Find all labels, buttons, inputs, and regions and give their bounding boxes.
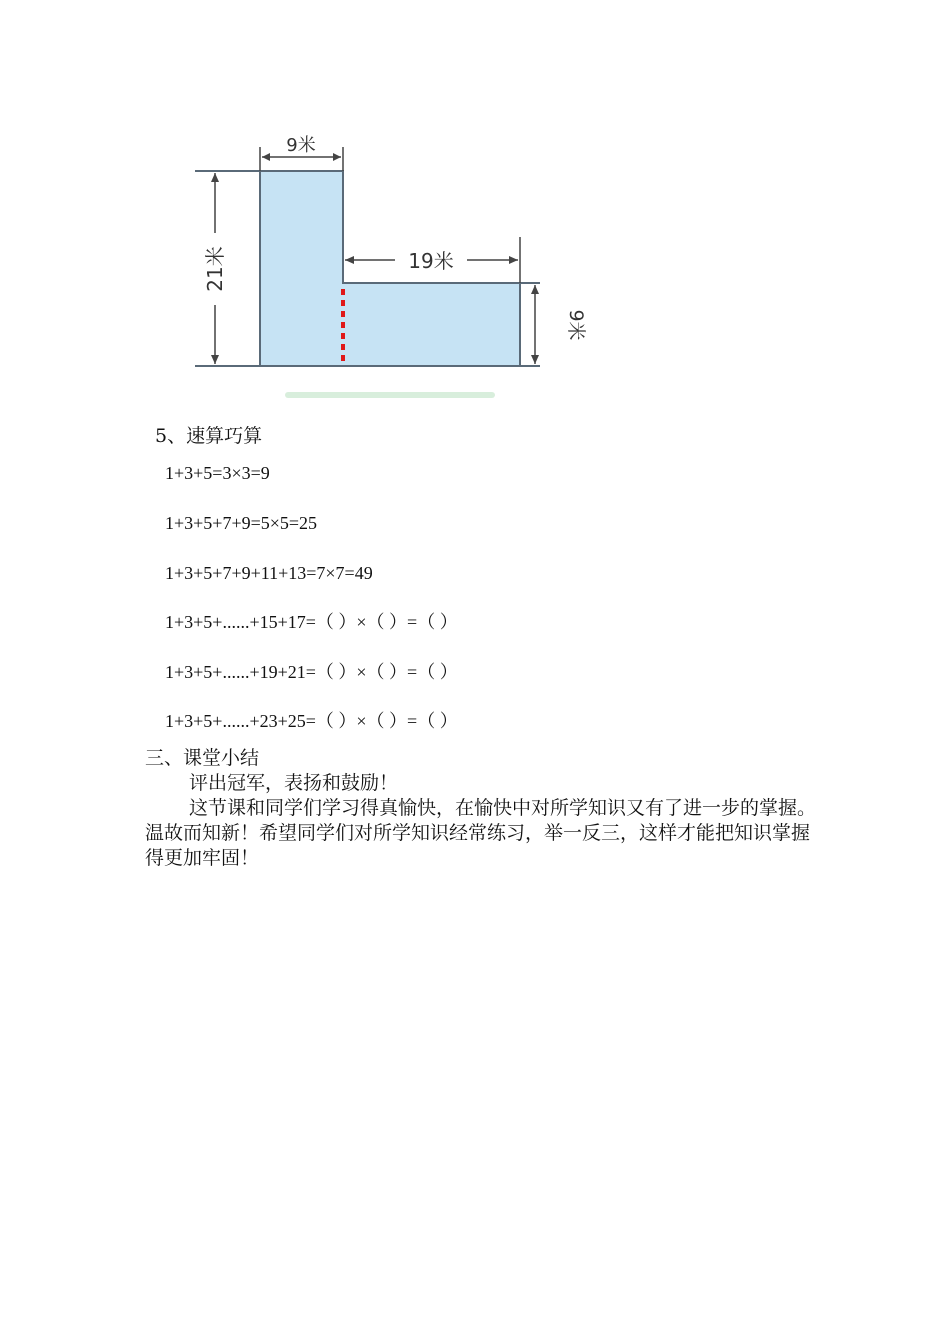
equation-2: 1+3+5+7+9=5×5=25 [165, 513, 318, 533]
left-height-label: 21米 [203, 246, 227, 292]
summary-paragraph: 这节课和同学们学习得真愉快，在愉快中对所学知识又有了进一步的掌握。温故而知新！希望同学们对所学知识经常练习，举一反三，这样才能把知识掌握得更加牢固！ [145, 797, 817, 869]
equation-1: 1+3+5=3×3=9 [165, 463, 270, 483]
bottom-length-label: 19米 [408, 249, 454, 273]
l-shape-diagram [190, 125, 610, 405]
l-shape [260, 171, 520, 366]
decor-band [285, 392, 495, 398]
equation-4: 1+3+5+......+15+17=（ ）×（ ）=（ ） [165, 612, 458, 632]
equation-5: 1+3+5+......+19+21=（ ）×（ ）=（ ） [165, 662, 458, 682]
summary-line-1: 评出冠军，表扬和鼓励！ [189, 772, 399, 794]
class-summary [145, 746, 825, 871]
equation-6: 1+3+5+......+23+25=（ ）×（ ）=（ ） [165, 711, 458, 731]
equation-3: 1+3+5+7+9+11+13=7×7=49 [165, 563, 373, 583]
top-width-label: 9米 [286, 135, 316, 156]
section-5-title: 5、速算巧算 [155, 425, 263, 447]
summary-heading: 三、课堂小结 [145, 747, 260, 769]
right-height-label: 9米 [565, 309, 587, 341]
l-shape-figure [190, 125, 610, 405]
